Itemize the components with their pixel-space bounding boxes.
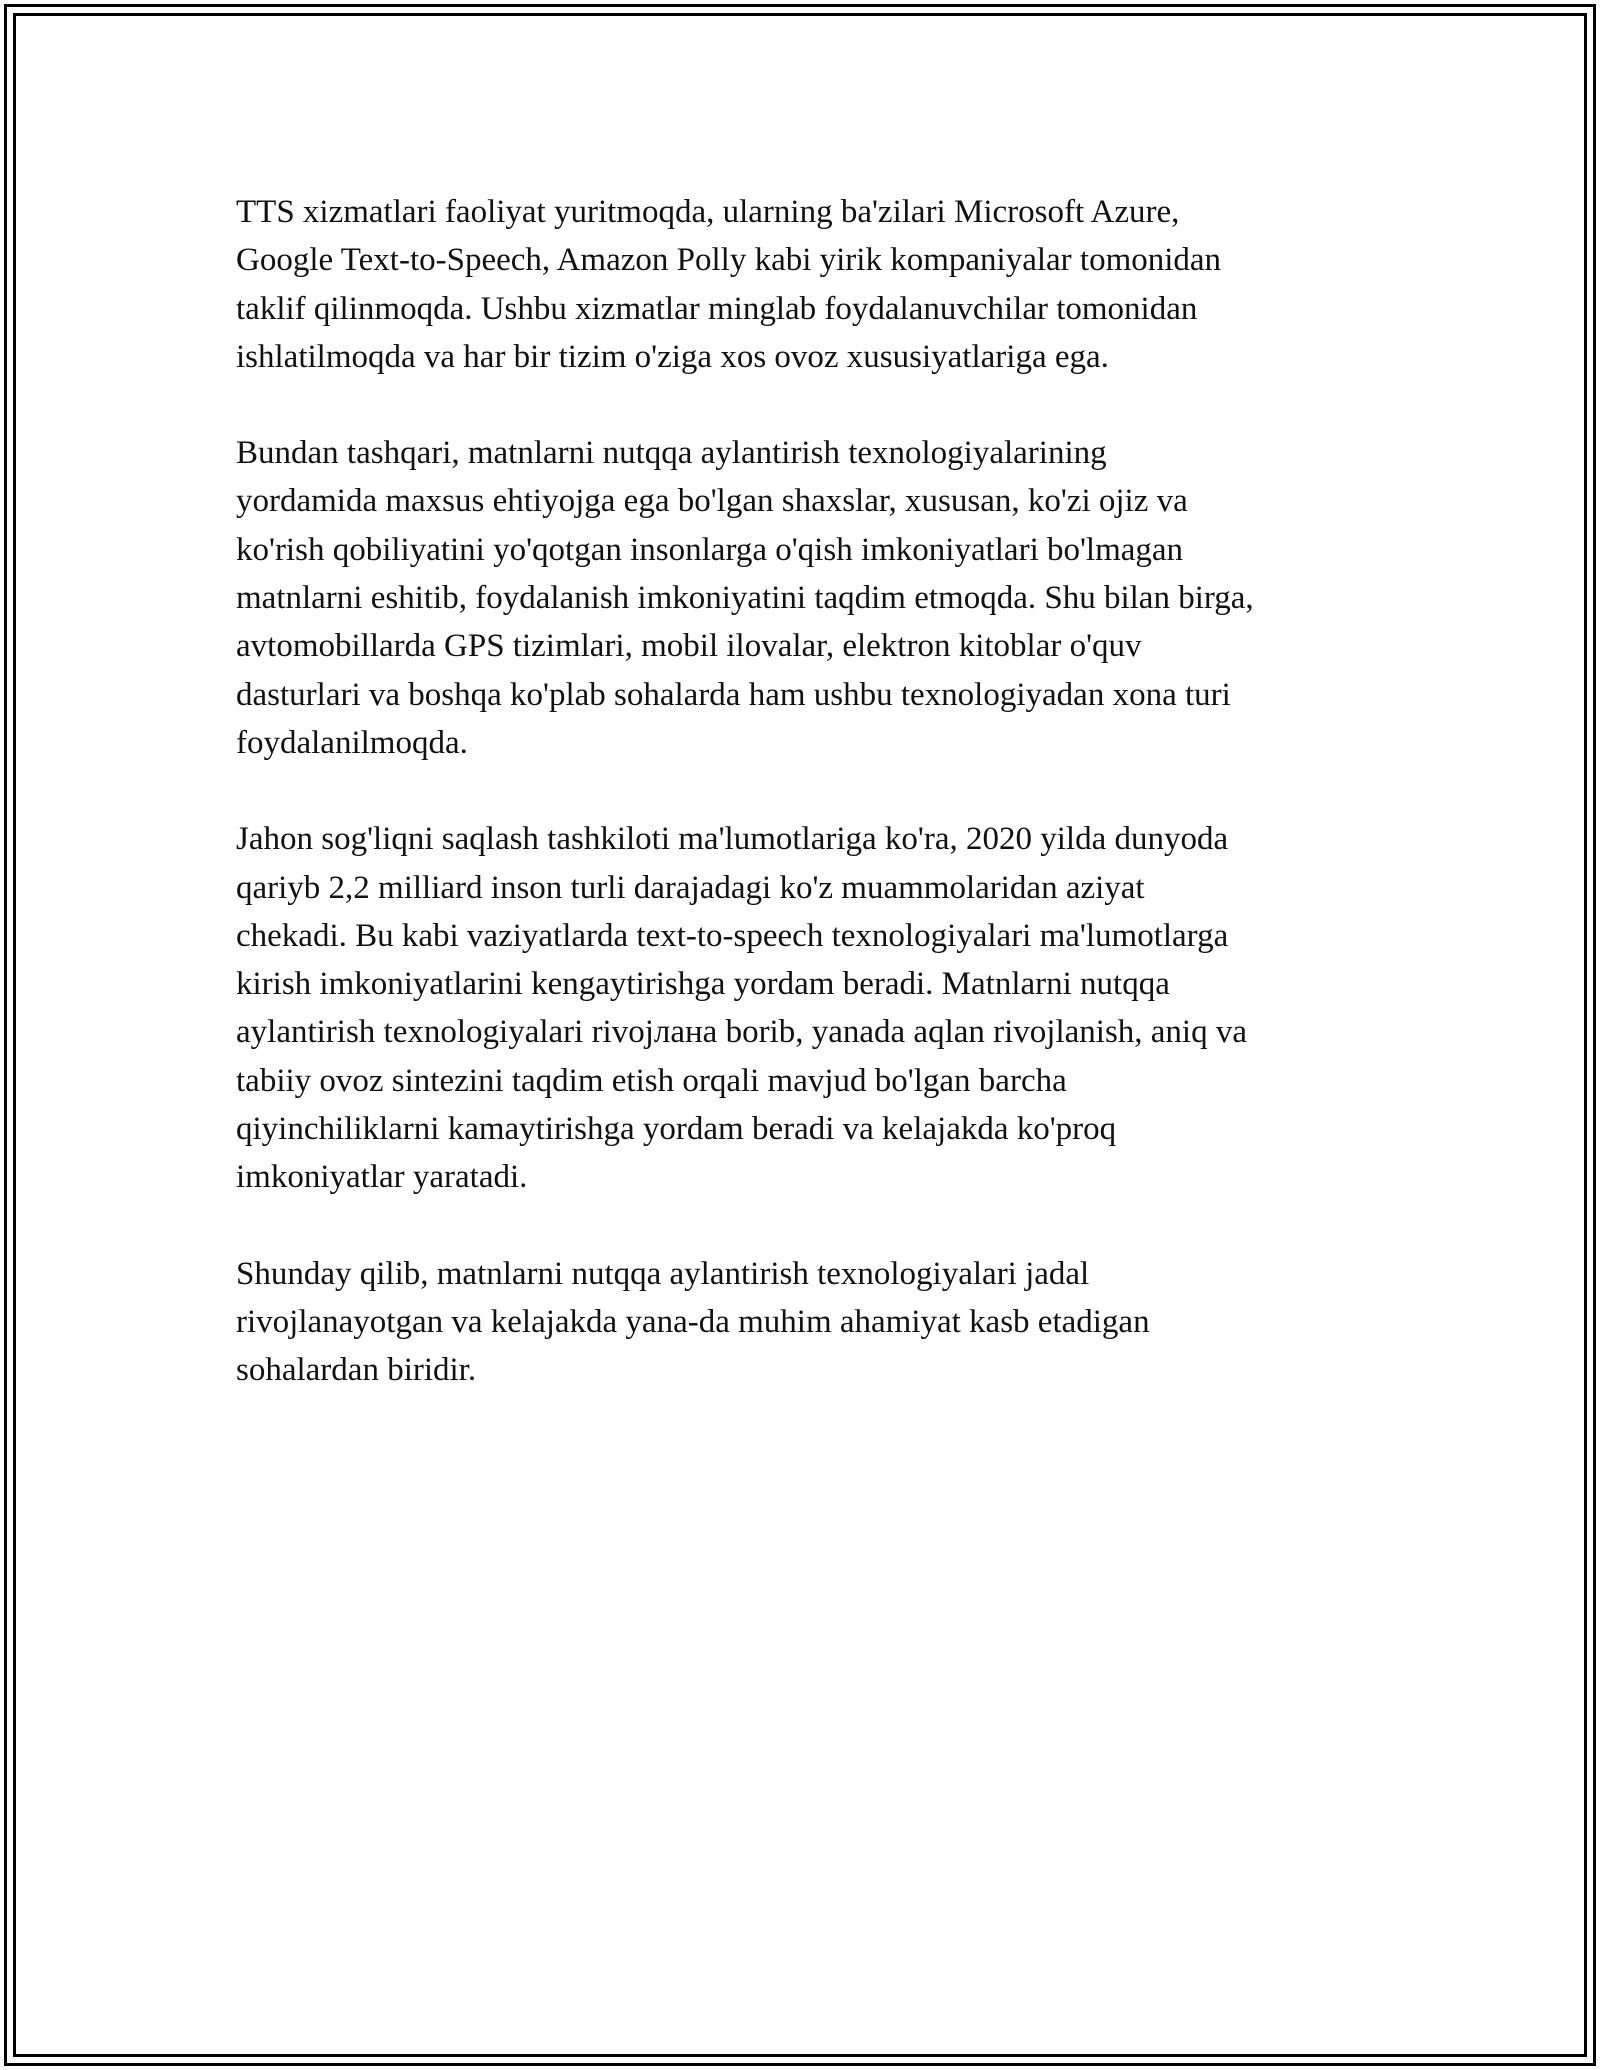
document-body — [236, 188, 1376, 1443]
paragraph-accessibility: Bundan tashqari, matnlarni nutqqa aylantirish texnologiyalarining yordamida maxsus ehtiyojga ega bo'lgan shaxslar, xususan, ko'zi ojiz va ko'rish qobiliyatini yo'qotgan insonlarga o'qish imkoniyatlari bo'lmagan matnlarni eshitib, foydalanish imkoniyatini taqdim etmoqda. Shu bilan birga, avtomobillarda GPS tizimlari, mobil ilovalar, elektron kitoblar o'quv dasturlari va boshqa ko'plab sohalarda ham ushbu texnologiyadan xona turi foydalanilmoqda. — [236, 435, 1254, 761]
paragraph-tts-services: TTS xizmatlari faoliyat yuritmoqda, ularning ba'zilari Microsoft Azure, Google Text-to-Speech, Amazon Polly kabi yirik kompaniyalar tomonidan taklif qilinmoqda. Ushbu xizmatlar minglab foydalanuvchilar tomonidan ishlatilmoqda va har bir tizim o'ziga xos ovoz xususiyatlariga ega. — [236, 194, 1222, 375]
paragraph-who-statistics: Jahon sog'liqni saqlash tashkiloti ma'lumotlariga ko'ra, 2020 yilda dunyoda qariyb 2,2 milliard inson turli darajadagi ko'z muammolaridan aziyat chekadi. Bu kabi vaziyatlarda text-to-speech texnologiyalari ma'lumotlarga kirish imkoniyatlarini kengaytirishga yordam beradi. Matnlarni nutqqa aylantirish texnologiyalari rivojлана borib, yanada aqlan rivojlanish, aniq va tabiiy ovoz sintezini taqdim etish orqali mavjud bo'lgan barcha qiyinchiliklarni kamaytirishga yordam beradi va kelajakda ko'proq imkoniyatlar yaratadi. — [236, 821, 1247, 1196]
paragraph-conclusion: Shunday qilib, matnlarni nutqqa aylantirish texnologiyalari jadal rivojlanayotgan va kelajakda yana-da muhim ahamiyat kasb etadigan sohalardan biridir. — [236, 1255, 1150, 1389]
